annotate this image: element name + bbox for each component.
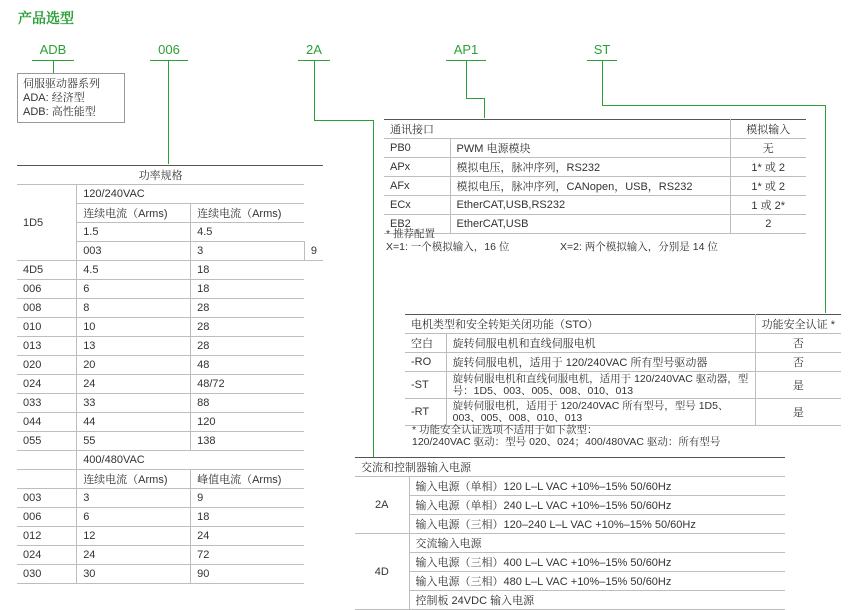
code-safety: ST xyxy=(593,42,611,57)
table-cell: 44 xyxy=(77,413,191,432)
connector-input-a xyxy=(314,60,315,120)
table-cell: 003 xyxy=(77,242,191,261)
table-row xyxy=(355,515,785,534)
connector-safety-a xyxy=(602,60,603,105)
comm-interface-table xyxy=(384,119,806,234)
certification-header: 功能安全认证 * xyxy=(755,315,841,334)
table-cell: 033 xyxy=(17,394,77,413)
table-cell: 48 xyxy=(191,356,305,375)
table-row xyxy=(384,177,806,196)
input-code-4d: 4D xyxy=(355,534,409,610)
table-cell: 10 xyxy=(77,318,191,337)
safety-header: 电机类型和安全转矩关闭功能（STO） xyxy=(405,315,755,334)
table-row xyxy=(17,546,323,565)
table-cell: 交流输入电源 xyxy=(409,534,785,553)
table-cell: 28 xyxy=(191,337,305,356)
comm-header: 通讯接口 xyxy=(384,120,730,139)
col-header: 连续电流（Arms) xyxy=(191,204,305,223)
table-cell: 138 xyxy=(191,432,305,451)
table-row xyxy=(17,527,323,546)
table-row xyxy=(17,489,323,508)
table-cell: 88 xyxy=(191,394,305,413)
table-cell: 4D5 xyxy=(17,261,77,280)
table-cell: 1* 或 2 xyxy=(730,177,806,196)
table-cell: 044 xyxy=(17,413,77,432)
table-cell: 模拟电压，脉冲序列，RS232 xyxy=(450,158,730,177)
input-header: 交流和控制器输入电源 xyxy=(355,458,785,477)
table-cell: 1 或 2* xyxy=(730,196,806,215)
series-box-line: ADA: 经济型 xyxy=(23,92,85,104)
table-cell: EB2 xyxy=(384,215,450,234)
connector-comm-a xyxy=(466,60,467,98)
table-cell: 013 xyxy=(17,337,77,356)
table-row xyxy=(384,196,806,215)
table-row xyxy=(355,458,785,477)
series-box-line: 伺服驱动器系列 xyxy=(23,78,100,90)
table-row xyxy=(355,553,785,572)
table-cell: 030 xyxy=(17,565,77,584)
table-cell xyxy=(17,451,77,470)
table-row xyxy=(17,432,323,451)
table-row xyxy=(355,591,785,610)
table-cell: 28 xyxy=(191,318,305,337)
table-row xyxy=(17,299,323,318)
table-cell: 18 xyxy=(191,280,305,299)
power-spec-table xyxy=(17,165,323,584)
table-cell: 旋转伺服电机和直线伺服电机 xyxy=(446,334,755,353)
table-cell: 18 xyxy=(191,261,305,280)
input-code-2a: 2A xyxy=(355,477,409,534)
table-cell: 48/72 xyxy=(191,375,305,394)
table-cell: 24 xyxy=(191,527,305,546)
table-row xyxy=(384,120,806,139)
table-cell: 控制板 24VDC 输入电源 xyxy=(409,591,785,610)
table-row xyxy=(17,451,323,470)
comm-note-2: X=1: 一个模拟输入，16 位 xyxy=(386,241,510,253)
table-cell: 006 xyxy=(17,280,77,299)
table-row xyxy=(405,399,841,426)
safety-note-2: 120/240VAC 驱动：型号 020、024；400/480VAC 驱动：所有型号 xyxy=(412,436,721,448)
underline-power xyxy=(150,60,188,61)
table-cell: 无 xyxy=(730,139,806,158)
table-cell: 18 xyxy=(191,508,305,527)
table-row xyxy=(17,185,323,204)
table-cell: 是 xyxy=(755,372,841,399)
table-cell: 33 xyxy=(77,394,191,413)
table-cell: 9 xyxy=(191,489,305,508)
table-row xyxy=(355,496,785,515)
table-row xyxy=(405,353,841,372)
power-caption-row xyxy=(17,166,323,185)
connector-comm-b xyxy=(466,98,484,99)
table-cell: EtherCAT,USB,RS232 xyxy=(450,196,730,215)
table-row xyxy=(17,356,323,375)
table-cell: 72 xyxy=(191,546,305,565)
table-row xyxy=(17,394,323,413)
table-row xyxy=(384,139,806,158)
table-cell: -ST xyxy=(405,372,446,399)
col-header: 连续电流（Arms) xyxy=(77,204,191,223)
table-cell: 055 xyxy=(17,432,77,451)
code-comm: AP1 xyxy=(453,42,479,57)
table-cell: PWM 电源模块 xyxy=(450,139,730,158)
table-cell: 4.5 xyxy=(191,223,305,242)
table-cell: PB0 xyxy=(384,139,450,158)
safety-table xyxy=(405,314,841,426)
input-power-table xyxy=(355,457,785,610)
table-row xyxy=(17,508,323,527)
table-cell: 13 xyxy=(77,337,191,356)
table-row xyxy=(355,572,785,591)
connector-series xyxy=(53,60,54,73)
table-cell: APx xyxy=(384,158,450,177)
comm-note-3: X=2: 两个模拟输入，分别是 14 位 xyxy=(560,241,718,253)
code-series: ADB xyxy=(39,42,67,57)
table-cell: 输入电源（单相）120 L–L VAC +10%–15% 50/60Hz xyxy=(409,477,785,496)
table-cell: 6 xyxy=(77,280,191,299)
table-row xyxy=(405,315,841,334)
table-cell: 9 xyxy=(304,242,323,261)
voltage-group-1: 120/240VAC xyxy=(77,185,305,204)
connector-comm-c xyxy=(484,98,485,118)
table-cell: 8 xyxy=(77,299,191,318)
table-cell: 20 xyxy=(77,356,191,375)
power-code-1d5: 1D5 xyxy=(17,185,77,261)
table-cell: 28 xyxy=(191,299,305,318)
code-input: 2A xyxy=(306,42,322,57)
table-cell: 否 xyxy=(755,353,841,372)
table-cell: 90 xyxy=(191,565,305,584)
table-row xyxy=(17,318,323,337)
table-row xyxy=(384,158,806,177)
table-cell: 4.5 xyxy=(77,261,191,280)
table-cell: -RT xyxy=(405,399,446,426)
table-row xyxy=(405,334,841,353)
page-title: 产品选型 xyxy=(18,10,74,26)
connector-power xyxy=(168,60,169,164)
table-cell: 024 xyxy=(17,375,77,394)
table-cell: 024 xyxy=(17,546,77,565)
code-power: 006 xyxy=(158,42,180,57)
table-cell: 6 xyxy=(77,508,191,527)
table-cell: 输入电源（三相）400 L–L VAC +10%–15% 50/60Hz xyxy=(409,553,785,572)
connector-input-b xyxy=(314,120,374,121)
table-cell: 12 xyxy=(77,527,191,546)
series-box-line: ADB: 高性能型 xyxy=(23,106,96,118)
table-row xyxy=(355,534,785,553)
table-cell: 1* 或 2 xyxy=(730,158,806,177)
table-row xyxy=(17,413,323,432)
table-row xyxy=(17,565,323,584)
comm-note-1: * 推荐配置 xyxy=(386,228,436,240)
table-cell: ECx xyxy=(384,196,450,215)
table-cell: 003 xyxy=(17,489,77,508)
table-cell: 输入电源（三相）120–240 L–L VAC +10%–15% 50/60Hz xyxy=(409,515,785,534)
table-cell: AFx xyxy=(384,177,450,196)
table-row xyxy=(355,477,785,496)
table-cell: 输入电源（三相）480 L–L VAC +10%–15% 50/60Hz xyxy=(409,572,785,591)
table-cell: 旋转伺服电机和直线伺服电机，适用于 120/240VAC 驱动器，型号：1D5、003、005、008、010、013 xyxy=(446,372,755,399)
table-cell: 012 xyxy=(17,527,77,546)
table-cell: 1.5 xyxy=(77,223,191,242)
series-description-box xyxy=(17,73,125,123)
table-cell: 30 xyxy=(77,565,191,584)
table-row xyxy=(17,337,323,356)
table-cell: 008 xyxy=(17,299,77,318)
table-cell: 3 xyxy=(191,242,305,261)
table-cell: 2 xyxy=(730,215,806,234)
table-cell xyxy=(17,470,77,489)
table-row xyxy=(17,470,323,489)
table-cell: 006 xyxy=(17,508,77,527)
table-cell: 模拟电压，脉冲序列，CANopen，USB，RS232 xyxy=(450,177,730,196)
table-row xyxy=(405,372,841,399)
safety-note-1: * 功能安全认证选项不适用于如下款型： xyxy=(412,424,598,436)
table-cell: EtherCAT,USB xyxy=(450,215,730,234)
table-row xyxy=(17,280,323,299)
connector-input-c xyxy=(373,120,374,457)
table-cell: 010 xyxy=(17,318,77,337)
power-caption: 功率规格 xyxy=(17,166,304,185)
analog-header: 模拟输入 xyxy=(730,120,806,139)
col-header: 连续电流（Arms) xyxy=(77,470,191,489)
voltage-group-2: 400/480VAC xyxy=(77,451,305,470)
table-cell: 否 xyxy=(755,334,841,353)
table-row xyxy=(17,375,323,394)
connector-safety-b xyxy=(602,105,825,106)
table-row xyxy=(384,215,806,234)
col-header: 峰值电流（Arms) xyxy=(191,470,305,489)
table-cell: 空白 xyxy=(405,334,446,353)
table-cell: 3 xyxy=(77,489,191,508)
table-row xyxy=(17,261,323,280)
table-cell: 24 xyxy=(77,546,191,565)
table-cell: -RO xyxy=(405,353,446,372)
table-cell: 是 xyxy=(755,399,841,426)
table-cell: 020 xyxy=(17,356,77,375)
table-cell: 旋转伺服电机，适用于 120/240VAC 所有型号，型号 1D5、003、005、008、010、013 xyxy=(446,399,755,426)
connector-safety-c xyxy=(825,105,826,313)
table-cell: 旋转伺服电机，适用于 120/240VAC 所有型号驱动器 xyxy=(446,353,755,372)
table-cell: 55 xyxy=(77,432,191,451)
table-cell: 输入电源（单相）240 L–L VAC +10%–15% 50/60Hz xyxy=(409,496,785,515)
table-cell: 120 xyxy=(191,413,305,432)
table-cell: 24 xyxy=(77,375,191,394)
